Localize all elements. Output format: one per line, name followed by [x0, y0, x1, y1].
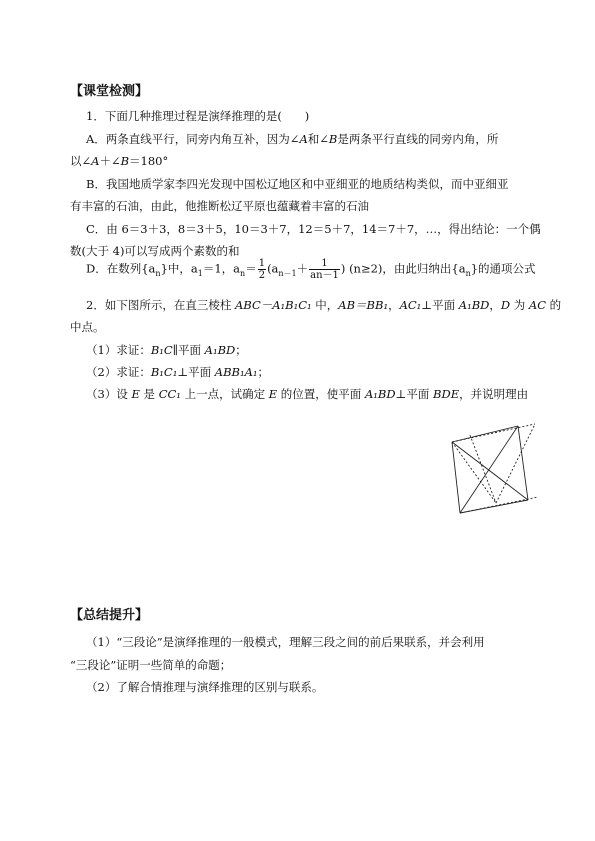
figure-edge — [496, 424, 535, 503]
figure-edge — [460, 500, 528, 513]
figure-edge — [452, 442, 528, 500]
q1-option-c-line2: 数(大于 4)可以写成两个素数的和 — [70, 244, 240, 258]
prism-figure — [440, 415, 550, 523]
q1-option-b-line2: 有丰富的石油，由此，他推断松辽平原也蕴藏着丰富的石油 — [70, 199, 369, 213]
q2-part1: （1）求证：B₁C∥平面 A₁BD； — [86, 343, 247, 357]
q1-option-c-line1: C．由 6＝3＋3，8＝3＋5，10＝3＋7，12＝5＋7，14＝7＋7，…，得出结论：一个偶 — [86, 222, 541, 236]
summary-line2: “三段论”证明一些简单的命题； — [70, 658, 232, 672]
summary-line3: （2）了解合情推理与演绎推理的区别与联系。 — [86, 680, 324, 694]
q2-part3: （3）设 E 是 CC₁ 上一点，试确定 E 的位置，使平面 A₁BD⊥平面 BDE，并说明理由 — [86, 387, 529, 401]
q1-option-b-line1: B．我国地质学家李四光发现中国松辽地区和中亚细亚的地质结构类似，而中亚细亚 — [86, 177, 509, 191]
q1-stem: 1．下面几种推理过程是演绎推理的是( ) — [86, 109, 310, 123]
figure-edge — [518, 426, 528, 500]
q1-option-d: D．在数列$\{a_n\}$中，$a_1=1$，$a_n=$ $\frac{1}{2}$ ($a_{n-1}+$ $\frac{1}{an-1}$ ) (n≥2)，由此归纳出$\{a_n\}$的通项公式 — [86, 258, 536, 281]
q2-stem-line2: 中点。 — [70, 320, 105, 334]
q2-stem-line1: 2．如下图所示，在直三棱柱 ABC－A₁B₁C₁ 中，AB＝BB₁，AC₁⊥平面 A₁BD，D 为 AC 的 — [86, 298, 562, 312]
fraction-one-half: $\frac{1}{2}$ — [258, 258, 266, 281]
section-title-class-test: 【课堂检测】 — [70, 84, 149, 99]
q2-part2: （2）求证：B₁C₁⊥平面 ABB₁A₁； — [86, 365, 270, 379]
q1-option-a-line2: 以∠A＋∠B＝180° — [70, 154, 169, 168]
figure-edge — [452, 442, 496, 503]
fraction-one-over-an-minus-1: $\frac{1}{an-1}$ — [310, 258, 339, 281]
figure-edge — [452, 424, 535, 442]
figure-edge — [452, 426, 518, 442]
q1-option-a-line1: A．两条直线平行，同旁内角互补，因为∠A和∠B是两条平行直线的同旁内角，所 — [86, 132, 499, 146]
figure-edge — [452, 442, 460, 513]
section-title-summary: 【总结提升】 — [70, 608, 149, 623]
summary-line1: （1）“三段论”是演绎推理的一般模式，理解三段之间的前后果联系，并会利用 — [86, 635, 485, 649]
figure-edge — [460, 426, 518, 513]
